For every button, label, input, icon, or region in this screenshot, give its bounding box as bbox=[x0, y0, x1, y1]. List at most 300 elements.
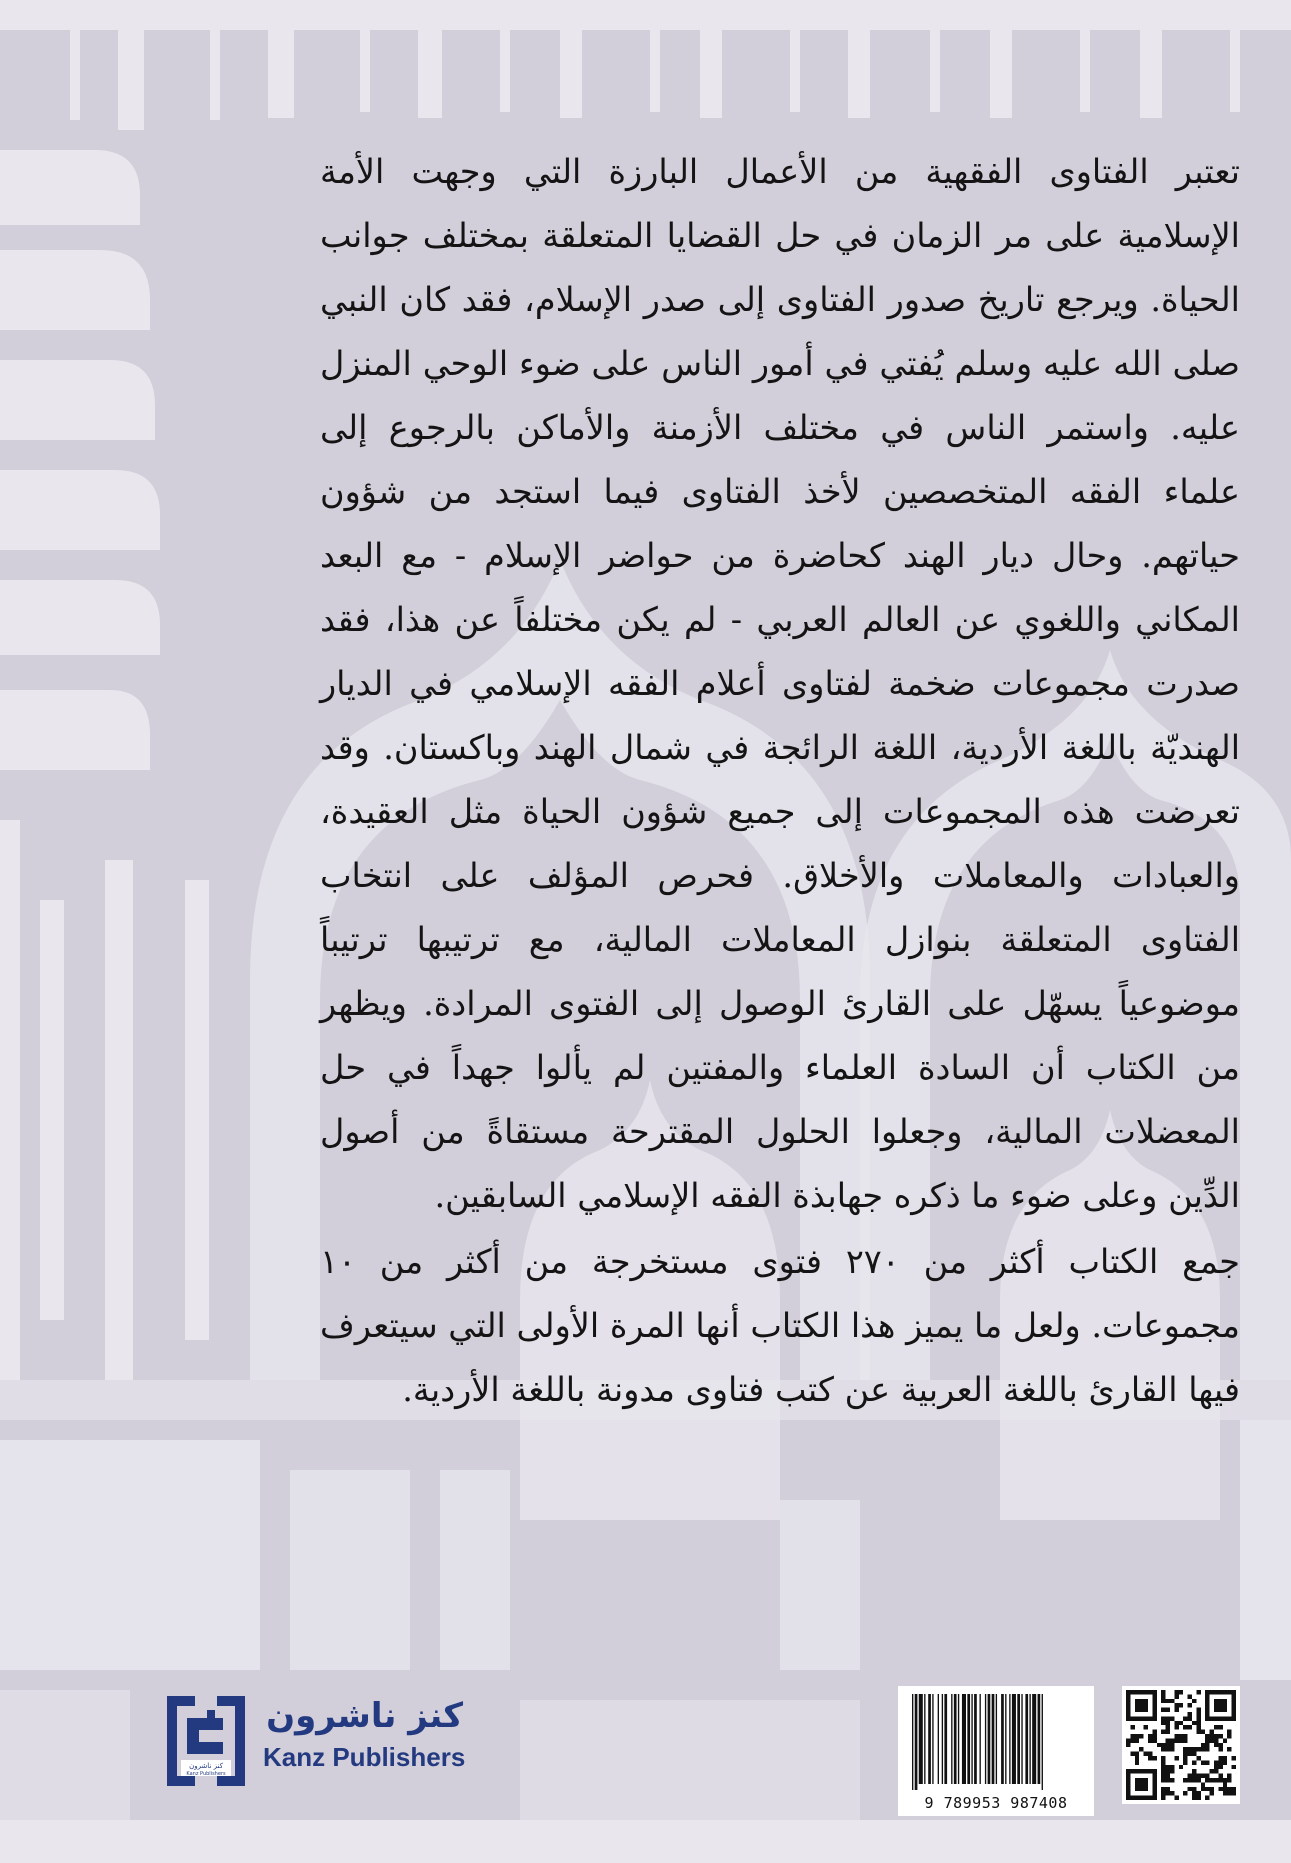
qr-module bbox=[1148, 1769, 1152, 1773]
qr-module bbox=[1166, 1699, 1170, 1703]
barcode-bar bbox=[919, 1694, 923, 1784]
barcode-bars bbox=[906, 1694, 1086, 1790]
qr-module bbox=[1161, 1716, 1165, 1720]
barcode-bar bbox=[1005, 1694, 1006, 1784]
qr-module bbox=[1166, 1708, 1170, 1712]
qr-module bbox=[1196, 1716, 1200, 1720]
barcode-bar bbox=[942, 1694, 943, 1784]
qr-module bbox=[1139, 1734, 1143, 1738]
qr-module bbox=[1161, 1756, 1165, 1760]
barcode-bar bbox=[962, 1694, 966, 1784]
qr-module bbox=[1152, 1782, 1156, 1786]
qr-module bbox=[1139, 1778, 1143, 1782]
barcode-bar bbox=[912, 1694, 913, 1790]
qr-module bbox=[1144, 1787, 1148, 1791]
qr-module bbox=[1161, 1730, 1165, 1734]
qr-module bbox=[1183, 1725, 1187, 1729]
qr-module bbox=[1179, 1765, 1183, 1769]
qr-module bbox=[1161, 1769, 1165, 1773]
qr-module bbox=[1139, 1699, 1143, 1703]
qr-module bbox=[1218, 1747, 1222, 1751]
qr-module bbox=[1144, 1725, 1148, 1729]
qr-module bbox=[1152, 1703, 1156, 1707]
qr-module bbox=[1183, 1778, 1187, 1782]
qr-module bbox=[1126, 1690, 1130, 1694]
qr-module bbox=[1174, 1708, 1178, 1712]
qr-module bbox=[1152, 1730, 1156, 1734]
qr-module bbox=[1135, 1760, 1139, 1764]
qr-module bbox=[1166, 1716, 1170, 1720]
qr-module bbox=[1218, 1760, 1222, 1764]
qr-module bbox=[1152, 1769, 1156, 1773]
qr-module bbox=[1214, 1725, 1218, 1729]
qr-module bbox=[1214, 1708, 1218, 1712]
qr-module bbox=[1152, 1690, 1156, 1694]
qr-module bbox=[1210, 1716, 1214, 1720]
qr-module bbox=[1161, 1699, 1165, 1703]
qr-module bbox=[1126, 1738, 1130, 1742]
isbn-number: 9 789953 987408 bbox=[924, 1794, 1068, 1812]
qr-module bbox=[1139, 1769, 1143, 1773]
qr-module bbox=[1152, 1734, 1156, 1738]
qr-module bbox=[1205, 1778, 1209, 1782]
qr-module bbox=[1139, 1708, 1143, 1712]
qr-module bbox=[1152, 1778, 1156, 1782]
qr-module bbox=[1170, 1738, 1174, 1742]
barcode-bar bbox=[988, 1694, 991, 1784]
isbn-barcode bbox=[898, 1686, 1094, 1816]
qr-module bbox=[1135, 1690, 1139, 1694]
qr-module bbox=[1196, 1796, 1200, 1800]
qr-module bbox=[1139, 1716, 1143, 1720]
qr-module bbox=[1179, 1703, 1183, 1707]
qr-module bbox=[1174, 1694, 1178, 1698]
barcode-bar bbox=[985, 1694, 986, 1784]
qr-module bbox=[1196, 1690, 1200, 1694]
qr-module bbox=[1192, 1778, 1196, 1782]
book-description bbox=[320, 140, 1240, 1422]
qr-module bbox=[1205, 1747, 1209, 1751]
qr-module bbox=[1139, 1796, 1143, 1800]
qr-module bbox=[1152, 1716, 1156, 1720]
barcode-bar bbox=[1017, 1694, 1020, 1784]
qr-module bbox=[1144, 1796, 1148, 1800]
qr-module bbox=[1232, 1716, 1236, 1720]
qr-module bbox=[1139, 1787, 1143, 1791]
qr-module bbox=[1218, 1699, 1222, 1703]
qr-module bbox=[1214, 1743, 1218, 1747]
barcode-bar bbox=[967, 1694, 970, 1784]
qr-module bbox=[1144, 1778, 1148, 1782]
qr-module bbox=[1130, 1716, 1134, 1720]
qr-module bbox=[1166, 1721, 1170, 1725]
qr-module bbox=[1139, 1747, 1143, 1751]
qr-module bbox=[1232, 1791, 1236, 1795]
mark-small-text-english: Kanz Publishers bbox=[186, 1771, 226, 1777]
qr-module bbox=[1232, 1690, 1236, 1694]
qr-module bbox=[1227, 1778, 1231, 1782]
qr-module bbox=[1126, 1778, 1130, 1782]
qr-module bbox=[1166, 1747, 1170, 1751]
qr-module bbox=[1152, 1796, 1156, 1800]
qr-module bbox=[1196, 1721, 1200, 1725]
qr-module bbox=[1144, 1752, 1148, 1756]
barcode-bar bbox=[1021, 1694, 1022, 1784]
qr-module bbox=[1126, 1712, 1130, 1716]
qr-module bbox=[1126, 1782, 1130, 1786]
qr-module bbox=[1188, 1712, 1192, 1716]
qr-module bbox=[1148, 1756, 1152, 1760]
barcode-bar bbox=[938, 1694, 939, 1784]
qr-module bbox=[1161, 1787, 1165, 1791]
qr-module bbox=[1214, 1699, 1218, 1703]
qr-module bbox=[1205, 1699, 1209, 1703]
qr-module bbox=[1170, 1743, 1174, 1747]
qr-module bbox=[1161, 1765, 1165, 1769]
qr-module bbox=[1170, 1778, 1174, 1782]
qr-module bbox=[1179, 1721, 1183, 1725]
qr-module bbox=[1192, 1760, 1196, 1764]
qr-module bbox=[1210, 1730, 1214, 1734]
publisher-mark-icon bbox=[163, 1688, 249, 1794]
qr-module bbox=[1188, 1716, 1192, 1720]
qr-module bbox=[1183, 1734, 1187, 1738]
qr-module bbox=[1139, 1690, 1143, 1694]
qr-module bbox=[1196, 1791, 1200, 1795]
qr-module bbox=[1179, 1734, 1183, 1738]
qr-module bbox=[1174, 1796, 1178, 1800]
qr-module bbox=[1126, 1716, 1130, 1720]
qr-module bbox=[1227, 1730, 1231, 1734]
qr-module bbox=[1201, 1760, 1205, 1764]
barcode-bar bbox=[951, 1694, 952, 1784]
barcode-bar bbox=[958, 1694, 959, 1784]
qr-module bbox=[1135, 1716, 1139, 1720]
qr-module bbox=[1148, 1796, 1152, 1800]
qr-module bbox=[1210, 1787, 1214, 1791]
qr-module bbox=[1201, 1743, 1205, 1747]
qr-module bbox=[1223, 1778, 1227, 1782]
qr-module bbox=[1201, 1782, 1205, 1786]
barcode-bar bbox=[1042, 1694, 1043, 1790]
qr-module bbox=[1223, 1690, 1227, 1694]
qr-module bbox=[1218, 1716, 1222, 1720]
barcode-bar bbox=[971, 1694, 972, 1784]
qr-module bbox=[1152, 1712, 1156, 1716]
qr-module bbox=[1183, 1747, 1187, 1751]
qr-module bbox=[1183, 1760, 1187, 1764]
qr-module bbox=[1223, 1760, 1227, 1764]
qr-module bbox=[1188, 1787, 1192, 1791]
qr-module bbox=[1205, 1743, 1209, 1747]
qr-module bbox=[1214, 1734, 1218, 1738]
qr-module bbox=[1183, 1791, 1187, 1795]
qr-module bbox=[1223, 1708, 1227, 1712]
qr-module bbox=[1205, 1716, 1209, 1720]
qr-module bbox=[1192, 1769, 1196, 1773]
qr-module bbox=[1205, 1694, 1209, 1698]
qr-module bbox=[1135, 1752, 1139, 1756]
qr-module bbox=[1152, 1774, 1156, 1778]
qr-module bbox=[1161, 1778, 1165, 1782]
qr-module bbox=[1218, 1734, 1222, 1738]
qr-module bbox=[1223, 1787, 1227, 1791]
qr-module bbox=[1227, 1791, 1231, 1795]
qr-module bbox=[1130, 1796, 1134, 1800]
qr-module bbox=[1205, 1760, 1209, 1764]
qr-module bbox=[1161, 1796, 1165, 1800]
qr-module bbox=[1126, 1769, 1130, 1773]
qr-module bbox=[1130, 1725, 1134, 1729]
qr-module bbox=[1196, 1708, 1200, 1712]
qr-module bbox=[1214, 1716, 1218, 1720]
qr-module bbox=[1188, 1725, 1192, 1729]
qr-module bbox=[1161, 1690, 1165, 1694]
qr-module bbox=[1135, 1734, 1139, 1738]
qr-module bbox=[1201, 1730, 1205, 1734]
barcode-bar bbox=[1038, 1694, 1041, 1784]
qr-module bbox=[1223, 1738, 1227, 1742]
qr-module bbox=[1205, 1703, 1209, 1707]
qr-module bbox=[1126, 1694, 1130, 1698]
qr-module bbox=[1126, 1774, 1130, 1778]
description-paragraph-1: تعتبر الفتاوى الفقهية من الأعمال البارزة التي وجهت الأمة الإسلامية على مر الزمان في حل القضايا المتعلقة بمختلف جوانب الحياة. ويرجع تاريخ صدور الفتاوى إلى صدر الإسلام، فقد كان النبي صلى الله عليه وسلم يُفتي في أمور الناس على ضوء الوحي المنزل عليه. واستمر الناس في مختلف الأزمنة والأماكن بالرجوع إلى علماء الفقه المتخصصين لأخذ الفتاوى فيما استجد من شؤون حياتهم. وحال ديار الهند كحاضرة من حواضر الإسلام - مع البعد المكاني واللغوي عن العالم العربي - لم يكن مختلفاً عن هذا، فقد صدرت مجموعات ضخمة لفتاوى أعلام الفقه الإسلامي في الديار الهنديّة باللغة الأردية، اللغة الرائجة في شمال الهند وباكستان. وقد تعرضت هذه المجموعات إلى جميع شؤون الحياة مثل العقيدة، والعبادات والمعاملات والأخلاق. فحرص المؤلف على انتخاب الفتاوى المتعلقة بنوازل المعاملات المالية، مع ترتيبها ترتيباً موضوعياً يسهّل على القارئ الوصول إلى الفتوى المرادة. ويظهر من الكتاب أن السادة العلماء والمفتين لم يألوا جهداً في حل المعضلات المالية، وجعلوا الحلول المقترحة مستقاةً من أصول الدِّين وعلى ضوء ما ذكره جهابذة الفقه الإسلامي السابقين. bbox=[320, 152, 1240, 1215]
qr-module bbox=[1192, 1791, 1196, 1795]
qr-module bbox=[1135, 1769, 1139, 1773]
qr-module bbox=[1223, 1791, 1227, 1795]
publisher-name-arabic: كنز ناشرون bbox=[266, 1696, 463, 1736]
qr-module bbox=[1135, 1778, 1139, 1782]
barcode-bar bbox=[1032, 1694, 1036, 1784]
qr-module bbox=[1174, 1690, 1178, 1694]
qr-module bbox=[1174, 1756, 1178, 1760]
qr-module bbox=[1210, 1778, 1214, 1782]
qr-module bbox=[1157, 1743, 1161, 1747]
qr-module bbox=[1223, 1756, 1227, 1760]
qr-module bbox=[1232, 1787, 1236, 1791]
qr-module bbox=[1144, 1716, 1148, 1720]
qr-module bbox=[1205, 1708, 1209, 1712]
qr-module bbox=[1210, 1690, 1214, 1694]
qr-module bbox=[1152, 1694, 1156, 1698]
qr-module bbox=[1170, 1747, 1174, 1751]
qr-module bbox=[1218, 1756, 1222, 1760]
qr-module bbox=[1205, 1796, 1209, 1800]
barcode-bar bbox=[915, 1694, 918, 1790]
qr-module bbox=[1196, 1725, 1200, 1729]
qr-module bbox=[1161, 1694, 1165, 1698]
qr-module bbox=[1144, 1769, 1148, 1773]
qr-module bbox=[1196, 1774, 1200, 1778]
qr-module bbox=[1130, 1734, 1134, 1738]
qr-module bbox=[1179, 1738, 1183, 1742]
qr-module bbox=[1218, 1743, 1222, 1747]
qr-module bbox=[1170, 1769, 1174, 1773]
qr-module bbox=[1205, 1774, 1209, 1778]
barcode-bar bbox=[1025, 1694, 1028, 1784]
qr-module bbox=[1232, 1756, 1236, 1760]
qr-module bbox=[1170, 1699, 1174, 1703]
qr-module bbox=[1188, 1774, 1192, 1778]
qr-module bbox=[1218, 1708, 1222, 1712]
qr-module bbox=[1174, 1703, 1178, 1707]
qr-module bbox=[1170, 1791, 1174, 1795]
qr-module bbox=[1166, 1791, 1170, 1795]
qr-module bbox=[1179, 1690, 1183, 1694]
barcode-bar bbox=[1009, 1694, 1010, 1784]
qr-module bbox=[1152, 1756, 1156, 1760]
qr-module bbox=[1192, 1796, 1196, 1800]
barcode-bar bbox=[932, 1694, 933, 1784]
qr-module bbox=[1148, 1690, 1152, 1694]
qr-module bbox=[1135, 1787, 1139, 1791]
qr-module bbox=[1148, 1738, 1152, 1742]
qr-module bbox=[1210, 1734, 1214, 1738]
publisher-logo bbox=[163, 1688, 483, 1798]
qr-module bbox=[1183, 1738, 1187, 1742]
qr-module bbox=[1227, 1690, 1231, 1694]
qr-module bbox=[1183, 1756, 1187, 1760]
qr-module bbox=[1166, 1774, 1170, 1778]
qr-module bbox=[1126, 1703, 1130, 1707]
qr-module bbox=[1126, 1699, 1130, 1703]
qr-module bbox=[1188, 1778, 1192, 1782]
qr-module bbox=[1144, 1690, 1148, 1694]
qr-module bbox=[1126, 1708, 1130, 1712]
qr-module bbox=[1130, 1738, 1134, 1742]
qr-module bbox=[1126, 1796, 1130, 1800]
qr-module bbox=[1148, 1752, 1152, 1756]
qr-module bbox=[1166, 1769, 1170, 1773]
qr-module bbox=[1205, 1712, 1209, 1716]
qr-module bbox=[1166, 1738, 1170, 1742]
qr-module bbox=[1183, 1752, 1187, 1756]
barcode-bar bbox=[1001, 1694, 1004, 1784]
qr-module bbox=[1214, 1703, 1218, 1707]
qr-module bbox=[1135, 1796, 1139, 1800]
qr-module bbox=[1223, 1782, 1227, 1786]
qr-module bbox=[1135, 1703, 1139, 1707]
qr-module bbox=[1227, 1747, 1231, 1751]
publisher-name-english: Kanz Publishers bbox=[263, 1742, 466, 1772]
qr-module bbox=[1174, 1721, 1178, 1725]
qr-module bbox=[1205, 1787, 1209, 1791]
qr-module bbox=[1214, 1738, 1218, 1742]
qr-module bbox=[1183, 1716, 1187, 1720]
qr-module bbox=[1166, 1743, 1170, 1747]
qr-module bbox=[1144, 1708, 1148, 1712]
qr-module bbox=[1214, 1760, 1218, 1764]
barcode-bar bbox=[954, 1694, 957, 1784]
qr-module bbox=[1174, 1738, 1178, 1742]
qr-module bbox=[1196, 1730, 1200, 1734]
barcode-bar bbox=[1012, 1694, 1016, 1784]
qr-module bbox=[1144, 1699, 1148, 1703]
qr-module bbox=[1196, 1747, 1200, 1751]
qr-module bbox=[1192, 1747, 1196, 1751]
qr-module bbox=[1210, 1791, 1214, 1795]
qr-module bbox=[1152, 1708, 1156, 1712]
qr-module bbox=[1166, 1725, 1170, 1729]
qr-module bbox=[1214, 1778, 1218, 1782]
qr-module bbox=[1166, 1787, 1170, 1791]
qr-module bbox=[1170, 1765, 1174, 1769]
qr-module bbox=[1135, 1756, 1139, 1760]
qr-module bbox=[1192, 1787, 1196, 1791]
qr-module bbox=[1218, 1774, 1222, 1778]
qr-module bbox=[1152, 1699, 1156, 1703]
qr-module bbox=[1126, 1787, 1130, 1791]
barcode-bar bbox=[1029, 1694, 1030, 1784]
qr-module bbox=[1218, 1690, 1222, 1694]
qr-module bbox=[1188, 1752, 1192, 1756]
qr-module bbox=[1161, 1774, 1165, 1778]
qr-module bbox=[1161, 1743, 1165, 1747]
qr-module bbox=[1192, 1699, 1196, 1703]
qr-module bbox=[1192, 1721, 1196, 1725]
qr-module bbox=[1232, 1694, 1236, 1698]
description-paragraph-2: جمع الكتاب أكثر من ٢٧٠ فتوى مستخرجة من أكثر من ١٠ مجموعات. ولعل ما يميز هذا الكتاب أنها المرة الأولى التي سيتعرف فيها القارئ باللغة العربية عن كتب فتاوى مدونة باللغة الأردية. bbox=[319, 1242, 1240, 1409]
qr-module bbox=[1205, 1734, 1209, 1738]
qr-module bbox=[1196, 1756, 1200, 1760]
qr-module bbox=[1214, 1765, 1218, 1769]
qr-module bbox=[1135, 1738, 1139, 1742]
qr-module bbox=[1201, 1774, 1205, 1778]
qr-module bbox=[1152, 1738, 1156, 1742]
qr-module bbox=[1201, 1747, 1205, 1751]
qr-module bbox=[1210, 1769, 1214, 1773]
qr-module bbox=[1161, 1721, 1165, 1725]
qr-module bbox=[1188, 1703, 1192, 1707]
qr-module bbox=[1174, 1734, 1178, 1738]
qr-module bbox=[1227, 1734, 1231, 1738]
qr-module bbox=[1232, 1703, 1236, 1707]
qr-module bbox=[1166, 1765, 1170, 1769]
qr-module bbox=[1161, 1708, 1165, 1712]
qr-module bbox=[1232, 1712, 1236, 1716]
qr-module bbox=[1218, 1725, 1222, 1729]
qr-module bbox=[1227, 1787, 1231, 1791]
qr-code-icon bbox=[1126, 1690, 1236, 1800]
qr-module bbox=[1135, 1708, 1139, 1712]
qr-module bbox=[1148, 1734, 1152, 1738]
qr-module bbox=[1218, 1787, 1222, 1791]
qr-module bbox=[1205, 1738, 1209, 1742]
qr-module bbox=[1223, 1703, 1227, 1707]
qr-module bbox=[1218, 1778, 1222, 1782]
barcode-bar bbox=[928, 1694, 931, 1784]
barcode-bar bbox=[944, 1694, 947, 1784]
qr-module bbox=[1144, 1703, 1148, 1707]
barcode-bar bbox=[924, 1694, 925, 1784]
qr-module bbox=[1139, 1782, 1143, 1786]
qr-module bbox=[1201, 1787, 1205, 1791]
qr-module bbox=[1218, 1703, 1222, 1707]
qr-code[interactable] bbox=[1122, 1686, 1240, 1804]
qr-module bbox=[1188, 1747, 1192, 1751]
qr-module bbox=[1205, 1690, 1209, 1694]
qr-module bbox=[1166, 1730, 1170, 1734]
qr-module bbox=[1223, 1699, 1227, 1703]
qr-module bbox=[1130, 1769, 1134, 1773]
qr-module bbox=[1223, 1716, 1227, 1720]
qr-module bbox=[1232, 1765, 1236, 1769]
qr-module bbox=[1218, 1765, 1222, 1769]
qr-module bbox=[1161, 1747, 1165, 1751]
qr-module bbox=[1144, 1782, 1148, 1786]
barcode-bar bbox=[996, 1694, 997, 1784]
qr-module bbox=[1130, 1752, 1134, 1756]
